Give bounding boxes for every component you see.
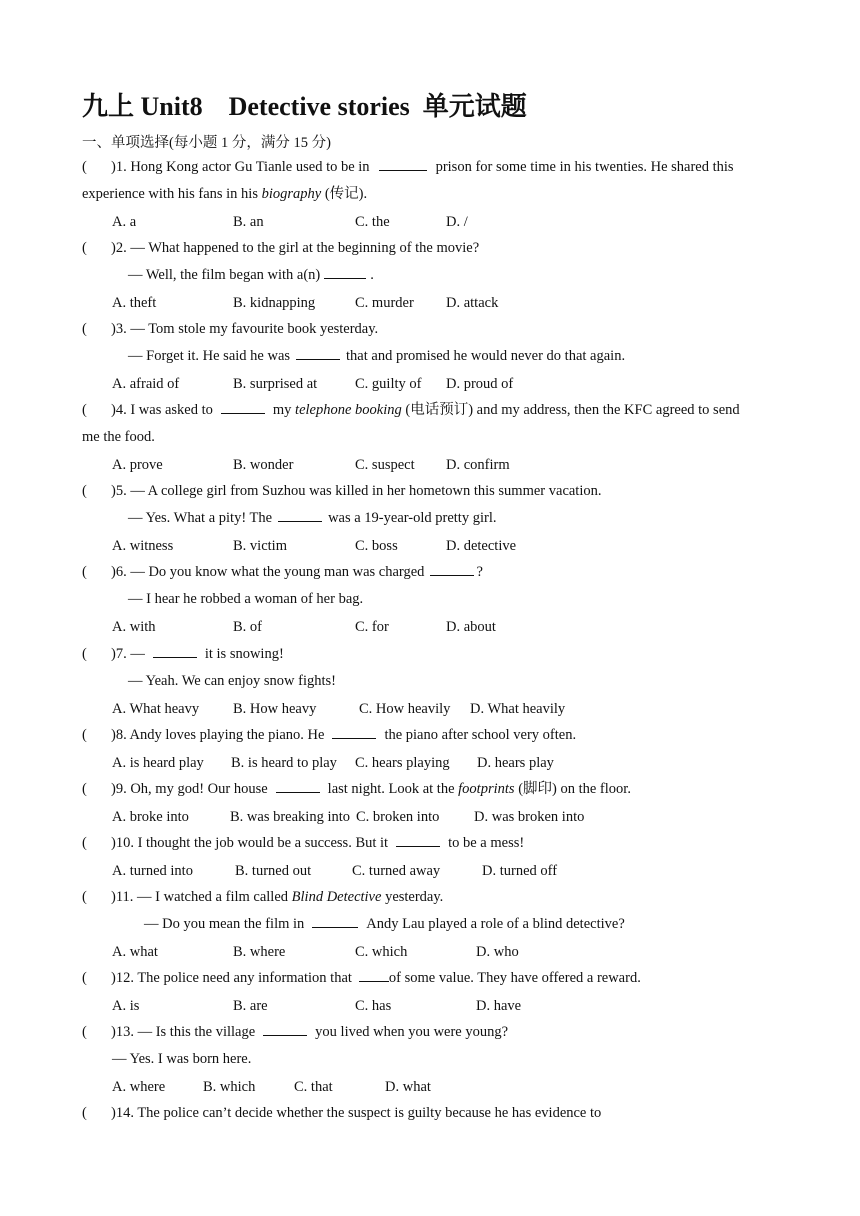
answer-blank	[332, 724, 376, 739]
option-d: D. proud of	[446, 376, 514, 392]
question-12: ( )12. The police need any information that of some value. They have offered a reward.	[82, 965, 641, 992]
option-a: A. afraid of	[112, 376, 180, 392]
option-c: C. has	[355, 998, 392, 1014]
answer-blank	[263, 1021, 307, 1036]
option-a: A. broke into	[112, 809, 189, 825]
option-a: A. what	[112, 944, 158, 960]
option-a: A. witness	[112, 538, 174, 554]
option-c: C. the	[355, 214, 390, 230]
question-11-line-2: — Do you mean the film in Andy Lau played a role of a blind detective?	[144, 911, 625, 938]
option-c: C. broken into	[356, 809, 440, 825]
option-a: A. turned into	[112, 863, 193, 879]
question-14: ( )14. The police can’t decide whether the suspect is guilty because he has evidence to	[82, 1105, 602, 1121]
question-4: ( )4. I was asked to my telephone booking (电话预订) and my address, then the KFC agreed to send	[82, 397, 740, 424]
question-13: ( )13. — Is this the village you lived when you were young?	[82, 1019, 508, 1046]
option-d: D. have	[476, 998, 522, 1014]
option-a: A. is heard play	[112, 755, 204, 771]
option-d: D. hears play	[477, 755, 554, 771]
option-d: D. /	[446, 214, 468, 230]
option-d: D. What heavily	[470, 701, 566, 717]
option-a: A. What heavy	[112, 701, 200, 717]
option-b: B. which	[203, 1079, 256, 1095]
option-a: A. prove	[112, 457, 163, 473]
option-a: A. is	[112, 998, 140, 1014]
option-a: A. with	[112, 619, 156, 635]
option-d: D. confirm	[446, 457, 510, 473]
option-b: B. an	[233, 214, 264, 230]
answer-blank	[430, 561, 474, 576]
option-c: C. hears playing	[355, 755, 450, 771]
question-3: ( )3. — Tom stole my favourite book yesterday.	[82, 321, 379, 337]
option-d: D. what	[385, 1079, 431, 1095]
answer-blank	[359, 967, 389, 982]
option-b: B. is heard to play	[231, 755, 337, 771]
option-d: D. turned off	[482, 863, 558, 879]
option-d: D. who	[476, 944, 519, 960]
option-b: B. victim	[233, 538, 287, 554]
question-2-line-2: — Well, the film began with a(n) .	[128, 262, 374, 289]
option-c: C. How heavily	[359, 701, 451, 717]
answer-blank	[278, 507, 322, 522]
option-a: A. a	[112, 214, 137, 230]
question-13-line-2: — Yes. I was born here.	[112, 1051, 252, 1067]
option-b: B. turned out	[235, 863, 312, 879]
answer-blank	[296, 345, 340, 360]
option-c: C. turned away	[352, 863, 441, 879]
option-c: C. guilty of	[355, 376, 422, 392]
option-c: C. that	[294, 1079, 333, 1095]
question-6: ( )6. — Do you know what the young man was charged ?	[82, 559, 483, 586]
question-2: ( )2. — What happened to the girl at the beginning of the movie?	[82, 240, 480, 256]
section-heading: 一、单项选择(每小题 1 分，满分 15 分)	[82, 135, 331, 151]
option-b: B. of	[233, 619, 262, 635]
option-c: C. which	[355, 944, 408, 960]
option-b: B. kidnapping	[233, 295, 316, 311]
option-d: D. was broken into	[474, 809, 585, 825]
answer-blank	[312, 913, 358, 928]
option-c: C. murder	[355, 295, 414, 311]
question-5-line-2: — Yes. What a pity! The was a 19-year-old pretty girl.	[128, 505, 496, 532]
question-4-line-2: me the food.	[82, 429, 155, 445]
option-b: B. wonder	[233, 457, 294, 473]
answer-blank	[324, 264, 366, 279]
option-d: D. about	[446, 619, 496, 635]
question-1: ( )1. Hong Kong actor Gu Tianle used to be in prison for some time in his twenties. He shared this	[82, 154, 734, 181]
option-b: B. are	[233, 998, 268, 1014]
option-b: B. was breaking into	[230, 809, 351, 825]
answer-blank	[379, 156, 427, 171]
question-7: ( )7. — it is snowing!	[82, 641, 284, 668]
option-d: D. detective	[446, 538, 517, 554]
question-6-line-2: — I hear he robbed a woman of her bag.	[128, 591, 364, 607]
option-c: C. boss	[355, 538, 398, 554]
question-9: ( )9. Oh, my god! Our house last night. Look at the footprints (脚印) on the floor.	[82, 776, 631, 803]
answer-blank	[276, 778, 320, 793]
option-c: C. suspect	[355, 457, 415, 473]
question-10: ( )10. I thought the job would be a success. But it to be a mess!	[82, 830, 524, 857]
answer-blank	[221, 399, 265, 414]
question-8: ( )8. Andy loves playing the piano. He the piano after school very often.	[82, 722, 576, 749]
option-a: A. theft	[112, 295, 157, 311]
question-7-line-2: — Yeah. We can enjoy snow fights!	[128, 673, 336, 689]
option-d: D. attack	[446, 295, 499, 311]
answer-blank	[396, 832, 440, 847]
question-11: ( )11. — I watched a film called Blind Detective yesterday.	[82, 889, 444, 905]
option-b: B. where	[233, 944, 286, 960]
answer-blank	[153, 643, 197, 658]
page-title: 九上 Unit8 Detective stories 单元试题	[82, 92, 527, 121]
option-a: A. where	[112, 1079, 166, 1095]
question-1-line-2: experience with his fans in his biography (传记).	[82, 186, 368, 202]
option-b: B. How heavy	[233, 701, 317, 717]
option-b: B. surprised at	[233, 376, 318, 392]
option-c: C. for	[355, 619, 389, 635]
question-3-line-2: — Forget it. He said he was that and promised he would never do that again.	[128, 343, 625, 370]
question-5: ( )5. — A college girl from Suzhou was killed in her hometown this summer vacation.	[82, 483, 602, 499]
